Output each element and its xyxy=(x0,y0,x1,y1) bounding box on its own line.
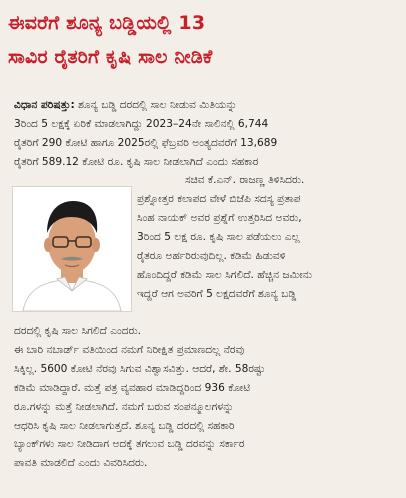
article-line: ಸಿಂಹ ನಾಯಕ್ ಅವರ ಪ್ರಶ್ನೆಗೆ ಉತ್ತರಿಸಿದ ಅವರು, xyxy=(137,211,302,224)
person-portrait-icon xyxy=(13,187,131,311)
article-line: ಸಿಕ್ಕಿಲ್ಲ. 5600 ಕೋಟಿ ನೆರವು ಸಿಗುವ ವಿಶ್ವಾಸವಿತ್ತು. ಆದರೆ, ಶೇ. 58ರಷ್ಟು xyxy=(14,362,266,375)
article-line: ಪಾವತಿ ಮಾಡಲಿದೆ ಎಂದು ವಿವರಿಸಿದರು. xyxy=(14,457,148,470)
article-line: ರೈತರಿಗೆ 589.12 ಕೋಟಿ ರೂ. ಕೃಷಿ ಸಾಲ ನೀಡಲಾಗಿದೆ ಎಂದು ಸಹಕಾರ xyxy=(14,155,259,168)
article-intro xyxy=(14,96,398,172)
article-line: 3ರಿಂದ 5 ಲಕ್ಷ ರೂ. ಕೃಷಿ ಸಾಲ ಪಡೆಯಲು ಎಲ್ಲ xyxy=(137,230,300,243)
article-line: ಪ್ರಶ್ನೋತ್ತರ ಕಲಾಪದ ವೇಳೆ ಬಿಜೆಪಿ ಸದಸ್ಯ ಪ್ರತಾಪ xyxy=(137,193,301,205)
article-line: 3ರಿಂದ 5 ಲಕ್ಷಕ್ಕೆ ಏರಿಕೆ ಮಾಡಲಾಗಿದ್ದು 2023–24ನೇ ಸಾಲಿನಲ್ಲಿ 6,744 xyxy=(14,117,269,130)
article-line: ಆಧರಿಸಿ ಕೃಷಿ ಸಾಲ ನೀಡಲಾಗುತ್ತದೆ. ಶೂನ್ಯ ಬಡ್ಡಿ ದರದಲ್ಲಿ ಸಹಕಾರಿ xyxy=(14,419,235,432)
article-body xyxy=(14,322,398,473)
article-line: ರೂ.ಗಳನ್ನು ಮತ್ತೆ ನೀಡಲಾಗಿದೆ. ನಮಗೆ ಬರುವ ಸಂಪನ್ಮೂಲಗಳನ್ನು xyxy=(14,400,234,413)
article-line: ಈ ಬಾರಿ ನಬಾರ್ಡ್ ವತಿಯಿಂದ ನಮಗೆ ನಿರೀಕ್ಷಿತ ಪ್ರಮಾಣದಲ್ಲ ನೆರವು xyxy=(14,343,245,356)
article-line-text: ಶೂನ್ಯ ಬಡ್ಡಿ ದರದಲ್ಲಿ ಸಾಲ ನೀಡುವ ಮಿತಿಯನ್ನು xyxy=(74,99,238,111)
article-line: ಬ್ಯಾಂಕ್‌ಗಳು ಸಾಲ ನೀಡಿದಾಗ ಅದಕ್ಕೆ ತಗಲುವ ಬಡ್ಡಿ ದರವನ್ನು ಸರ್ಕಾರ xyxy=(14,438,245,451)
dateline: ವಿಧಾನ ಪರಿಷತ್ತು: xyxy=(14,99,75,111)
article-line: ರೈತರಿಗೆ 290 ಕೋಟಿ ಹಾಗೂ 2025ರಲ್ಲಿ ಫೆಬ್ರವರಿ ಅಂತ್ಯದವರೆಗೆ 13,689 xyxy=(14,136,278,149)
article-line: ಇದ್ದರೆ ಆಗ ಅವರಿಗೆ 5 ಲಕ್ಷದವರೆಗೆ ಶೂನ್ಯ ಬಡ್ಡಿ xyxy=(137,287,297,300)
article-side-column xyxy=(137,190,398,303)
minister-line xyxy=(185,171,398,190)
article-line: ಸಚಿವ ಕೆ.ಎನ್. ರಾಜಣ್ಣ ತಿಳಿಸಿದರು. xyxy=(185,174,305,186)
article-line: ಹೊಂದಿದ್ದರೆ ಕಡಿಮೆ ಸಾಲ ಸಿಗಲಿದೆ. ಹೆಚ್ಚಿನ ಜಮೀನು xyxy=(137,268,313,281)
article-line: ಕಡಿಮೆ ಮಾಡಿದ್ದಾರೆ. ಮತ್ತೆ ಪತ್ರ ವ್ಯವಹಾರ ಮಾಡಿದ್ದರಿಂದ 936 ಕೋಟಿ xyxy=(14,381,251,394)
minister-photo xyxy=(12,186,132,312)
headline-line-2: ಸಾವಿರ ರೈತರಿಗೆ ಕೃಷಿ ಸಾಲ ನೀಡಿಕೆ xyxy=(8,46,213,68)
article-line: ದರದಲ್ಲಿ ಕೃಷಿ ಸಾಲ ಸಿಗಲಿದೆ ಎಂದರು. xyxy=(14,325,141,337)
headline-line-1: ಈವರೆಗೆ ಶೂನ್ಯ ಬಡ್ಡಿಯಲ್ಲಿ 13 xyxy=(8,12,206,34)
headline xyxy=(8,6,400,74)
article-line: ರೈತರೂ ಅರ್ಹರಿರುವುದಿಲ್ಲ. ಕಡಿಮೆ ಹಿಡುವಳಿ xyxy=(137,249,286,262)
article-line xyxy=(14,96,398,115)
